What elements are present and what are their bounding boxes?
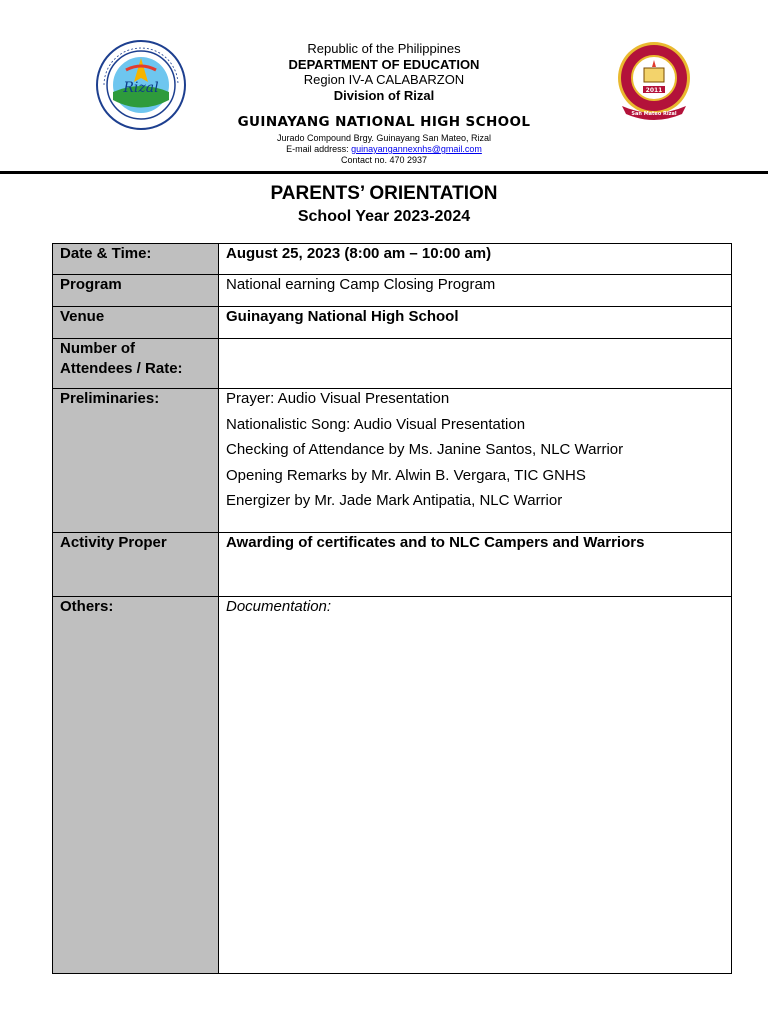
- svg-text:Rizal: Rizal: [123, 80, 159, 96]
- preliminaries-label: Preliminaries:: [53, 389, 219, 533]
- table-row: [53, 389, 732, 533]
- school-seal-logo: [610, 40, 698, 122]
- school-name: GUINAYANG NATIONAL HIGH SCHOOL: [237, 114, 531, 130]
- attendees-label-line-1: Number of: [60, 340, 135, 357]
- table-row: [53, 533, 732, 597]
- svg-text:San Mateo Rizal: San Mateo Rizal: [631, 111, 677, 117]
- email-label: E-mail address:: [286, 144, 349, 154]
- list-item: Opening Remarks by Mr. Alwin B. Vergara, TIC GNHS: [226, 466, 586, 484]
- activity-value: Awarding of certificates and to NLC Campers and Warriors: [219, 533, 732, 597]
- table-row: [53, 275, 732, 307]
- region-line: Region IV-A CALABARZON: [303, 72, 465, 87]
- republic-line: Republic of the Philippines: [307, 41, 461, 56]
- header-divider: [0, 171, 768, 174]
- attendees-label-line-2: Attendees / Rate:: [60, 360, 183, 377]
- email-link[interactable]: guinayangannexnhs@gmail.com: [351, 144, 482, 154]
- division-rizal-logo: [96, 40, 186, 130]
- attendees-label: [53, 339, 219, 389]
- venue-value: Guinayang National High School: [219, 307, 732, 339]
- others-value: Documentation:: [219, 597, 732, 974]
- school-year: School Year 2023-2024: [297, 208, 471, 225]
- table-row: [53, 597, 732, 974]
- school-address: Jurado Compound Brgy. Guinayang San Mateo, Rizal: [277, 133, 491, 143]
- svg-text:2011: 2011: [645, 87, 663, 94]
- department-line: DEPARTMENT OF EDUCATION: [288, 57, 480, 72]
- division-line: Division of Rizal: [333, 88, 435, 103]
- list-item: Prayer: Audio Visual Presentation: [226, 390, 450, 407]
- preliminaries-list: [219, 389, 732, 533]
- page-title: PARENTS’ ORIENTATION: [270, 183, 498, 204]
- others-label: Others:: [53, 597, 219, 974]
- contact-line: Contact no. 470 2937: [340, 155, 428, 165]
- orientation-table: [52, 243, 732, 974]
- program-value: National earning Camp Closing Program: [219, 275, 732, 307]
- list-item: Checking of Attendance by Ms. Janine Santos, NLC Warrior: [226, 441, 624, 458]
- venue-label: Venue: [53, 307, 219, 339]
- table-row: [53, 307, 732, 339]
- table-row: [53, 339, 732, 389]
- list-item: Nationalistic Song: Audio Visual Presentation: [226, 415, 526, 433]
- attendees-value: [219, 339, 732, 389]
- program-label: Program: [53, 275, 219, 307]
- list-item: Energizer by Mr. Jade Mark Antipatia, NLC Warrior: [226, 492, 563, 509]
- activity-label: Activity Proper: [53, 533, 219, 597]
- email-line: [184, 144, 584, 155]
- table-row: [53, 244, 732, 275]
- date-label: Date & Time:: [53, 244, 219, 275]
- letterhead: [0, 0, 768, 176]
- date-value: August 25, 2023 (8:00 am – 10:00 am): [219, 244, 732, 275]
